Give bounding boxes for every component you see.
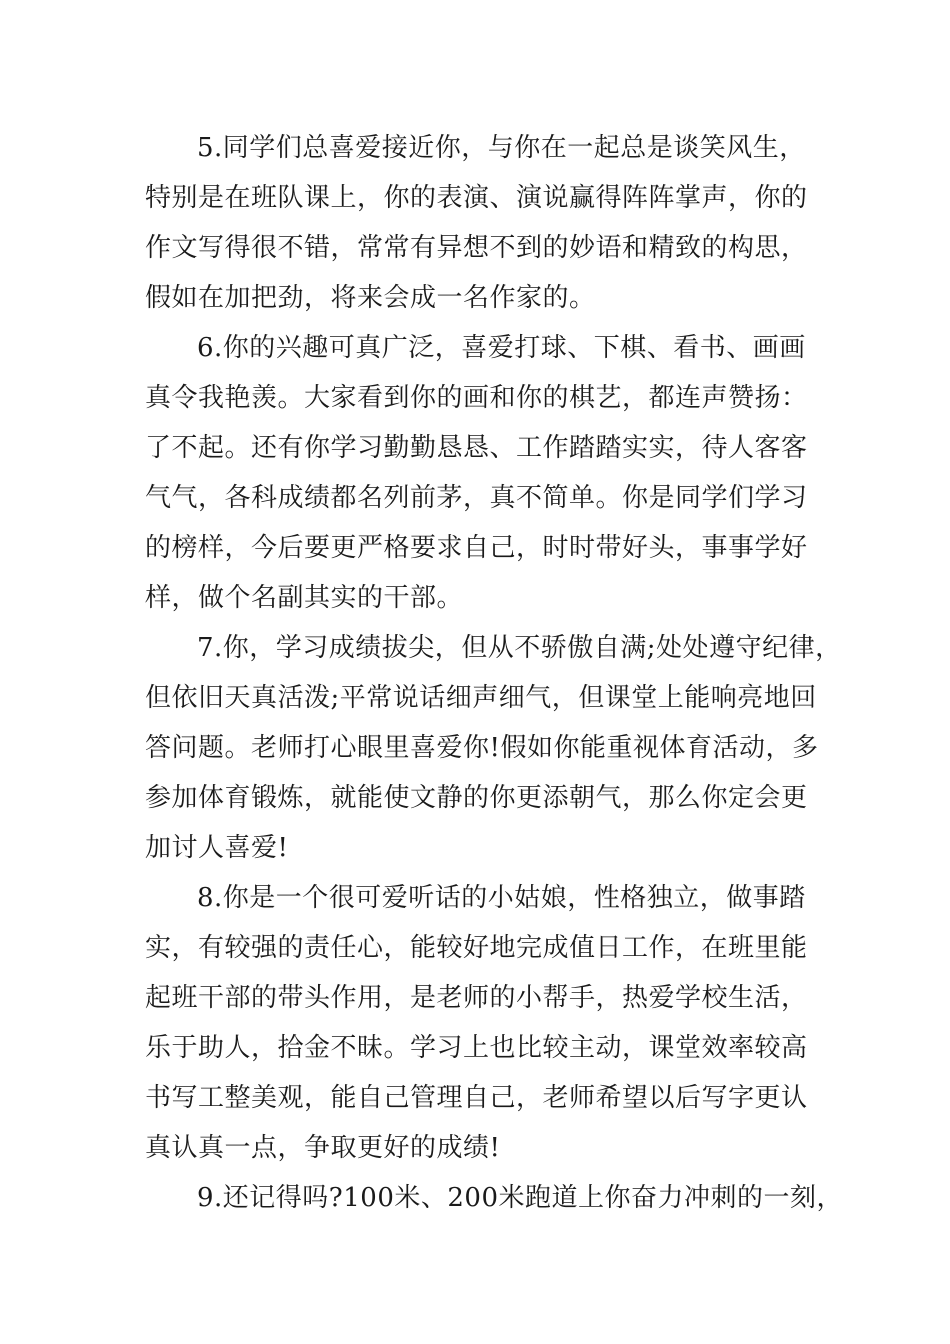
paragraph-6-line-3: 了不起。还有你学习勤勤恳恳、工作踏踏实实，待人客客 xyxy=(145,433,808,463)
paragraph-5-line-1: 5.同学们总喜爱接近你，与你在一起总是谈笑风生， xyxy=(197,133,806,163)
paragraph-6-line-2: 真令我艳羡。大家看到你的画和你的棋艺，都连声赞扬： xyxy=(145,383,808,413)
paragraph-7-line-5: 加讨人喜爱! xyxy=(145,833,289,863)
paragraph-5-line-4: 假如在加把劲，将来会成一名作家的。 xyxy=(145,283,596,313)
paragraph-8-line-3: 起班干部的带头作用，是老师的小帮手，热爱学校生活， xyxy=(145,983,808,1013)
paragraph-7-line-3: 答问题。老师打心眼里喜爱你!假如你能重视体育活动，多 xyxy=(145,733,819,763)
paragraph-5-line-2: 特别是在班队课上，你的表演、演说赢得阵阵掌声，你的 xyxy=(145,183,808,213)
paragraph-9-line-1: 9.还记得吗?100米、200米跑道上你奋力冲刺的一刻， xyxy=(197,1183,843,1213)
paragraph-7-line-2: 但依旧天真活泼;平常说话细声细气，但课堂上能响亮地回 xyxy=(145,683,817,713)
paragraph-8-line-2: 实，有较强的责任心，能较好地完成值日工作，在班里能 xyxy=(145,933,808,963)
paragraph-7-line-1: 7.你，学习成绩拔尖，但从不骄傲自满;处处遵守纪律， xyxy=(197,633,842,663)
paragraph-6-line-6: 样，做个名副其实的干部。 xyxy=(145,583,464,613)
paragraph-8-line-5: 书写工整美观，能自己管理自己，老师希望以后写字更认 xyxy=(145,1083,808,1113)
paragraph-8-line-4: 乐于助人，拾金不昧。学习上也比较主动，课堂效率较高 xyxy=(145,1033,808,1063)
paragraph-8-line-6: 真认真一点，争取更好的成绩! xyxy=(145,1133,501,1163)
paragraph-5-line-3: 作文写得很不错，常常有异想不到的妙语和精致的构思， xyxy=(145,233,808,263)
paragraph-6-line-1: 6.你的兴趣可真广泛，喜爱打球、下棋、看书、画画 xyxy=(197,333,806,363)
paragraph-6-line-4: 气气，各科成绩都名列前茅，真不简单。你是同学们学习 xyxy=(145,483,808,513)
paragraph-6-line-5: 的榜样，今后要更严格要求自己，时时带好头，事事学好 xyxy=(145,533,808,563)
paragraph-8-line-1: 8.你是一个很可爱听话的小姑娘，性格独立，做事踏 xyxy=(197,883,806,913)
paragraph-7-line-4: 参加体育锻炼，就能使文静的你更添朝气，那么你定会更 xyxy=(145,783,808,813)
